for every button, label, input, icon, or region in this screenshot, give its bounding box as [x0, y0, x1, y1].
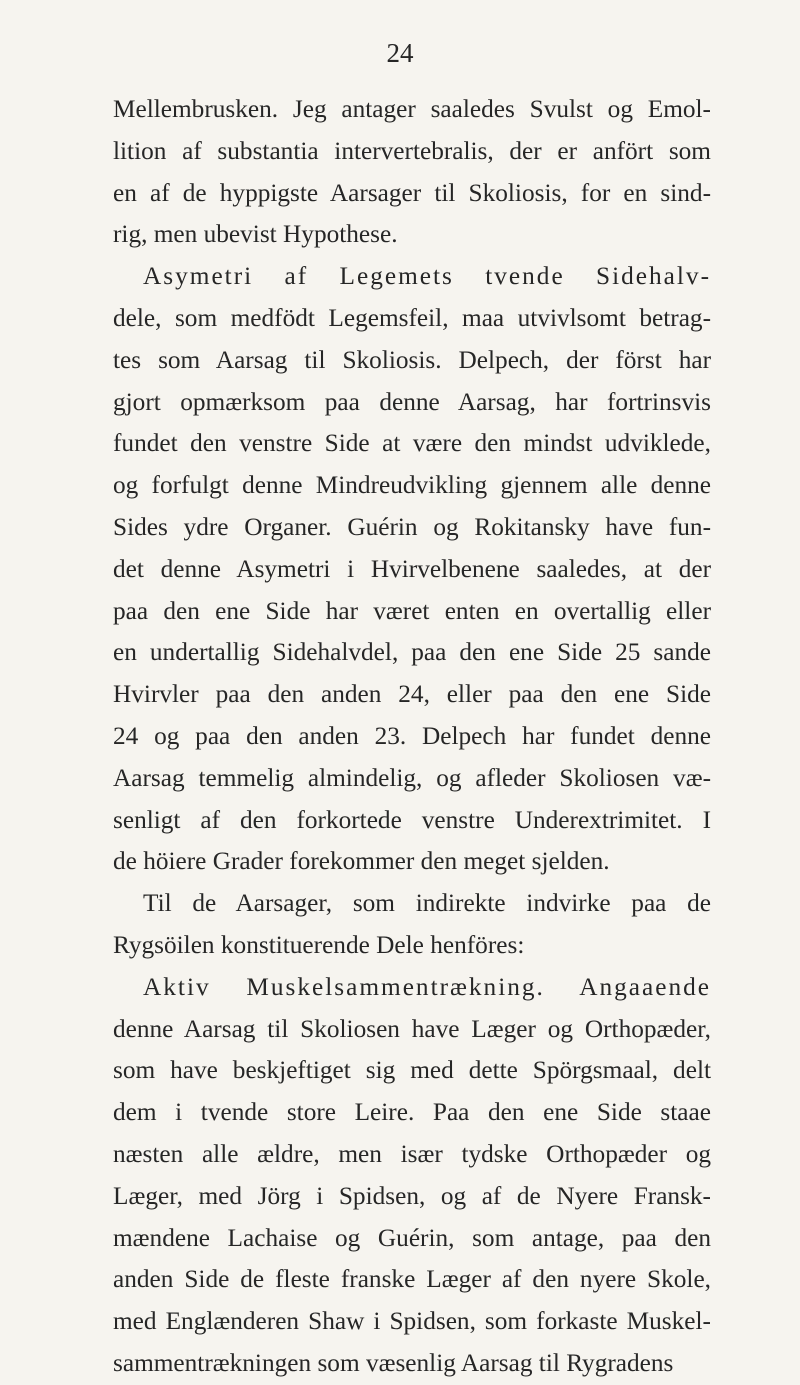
text-line: de höiere Grader forekommer den meget sjelden. [113, 847, 610, 876]
text-line: Aarsag temmelig almindelig, og afleder Skoliosen væ- [113, 763, 711, 792]
text-line: en undertallig Sidehalvdel, paa den ene Side 25 sande [113, 638, 711, 667]
text-line: en af de hyppigste Aarsager til Skoliosis, for en sind- [113, 178, 711, 207]
body-text [113, 89, 711, 1385]
text-line: som have beskjeftiget sig med dette Spörgsmaal, delt [113, 1056, 711, 1085]
text-line: Sides ydre Organer. Guérin og Rokitansky have fun- [113, 512, 711, 541]
text-line: næsten alle ældre, men især tydske Orthopæder og [113, 1139, 711, 1168]
text-line: Til de Aarsager, som indirekte indvirke paa de [143, 889, 711, 918]
text-line: Læger, med Jörg i Spidsen, og af de Nyere Fransk- [113, 1181, 711, 1210]
text-line: sammentrækningen som væsenlig Aarsag til Rygradens [113, 1348, 674, 1377]
text-line: lition af substantia intervertebralis, der er anfört som [113, 136, 711, 165]
text-line: Hvirvler paa den anden 24, eller paa den ene Side [113, 680, 711, 709]
text-line: Aktiv Muskelsammentrækning. Angaaende [143, 972, 711, 1001]
text-line: Rygsöilen konstituerende Dele henföres: [113, 930, 525, 959]
text-line: anden Side de fleste franske Læger af den nyere Skole, [113, 1265, 711, 1294]
page-number: 24 [386, 38, 414, 68]
text-line: Mellembrusken. Jeg antager saaledes Svulst og Emol- [113, 95, 711, 123]
text-line: paa den ene Side har været enten en overtallig eller [113, 596, 711, 625]
text-line: senligt af den forkortede venstre Underextrimitet. I [113, 805, 711, 834]
text-line: 24 og paa den anden 23. Delpech har fundet denne [113, 721, 711, 750]
text-line: dem i tvende store Leire. Paa den ene Side staae [113, 1098, 711, 1127]
text-line: rig, men ubevist Hypothese. [113, 220, 398, 249]
text-line: mændene Lachaise og Guérin, som antage, paa den [113, 1223, 711, 1252]
text-line: fundet den venstre Side at være den mindst udviklede, [113, 429, 711, 458]
text-line: Asymetri af Legemets tvende Sidehalv- [143, 262, 711, 291]
text-line: gjort opmærksom paa denne Aarsag, har fortrinsvis [113, 387, 711, 416]
text-line: det denne Asymetri i Hvirvelbenene saaledes, at der [113, 554, 711, 583]
text-line: med Englænderen Shaw i Spidsen, som forkaste Muskel- [113, 1307, 711, 1336]
text-line: dele, som medfödt Legemsfeil, maa utvivlsomt betrag- [113, 303, 711, 332]
text-line: og forfulgt denne Mindreudvikling gjennem alle denne [113, 471, 711, 500]
text-line: tes som Aarsag til Skoliosis. Delpech, der först har [113, 345, 711, 374]
text-line: denne Aarsag til Skoliosen have Læger og Orthopæder, [113, 1014, 711, 1043]
